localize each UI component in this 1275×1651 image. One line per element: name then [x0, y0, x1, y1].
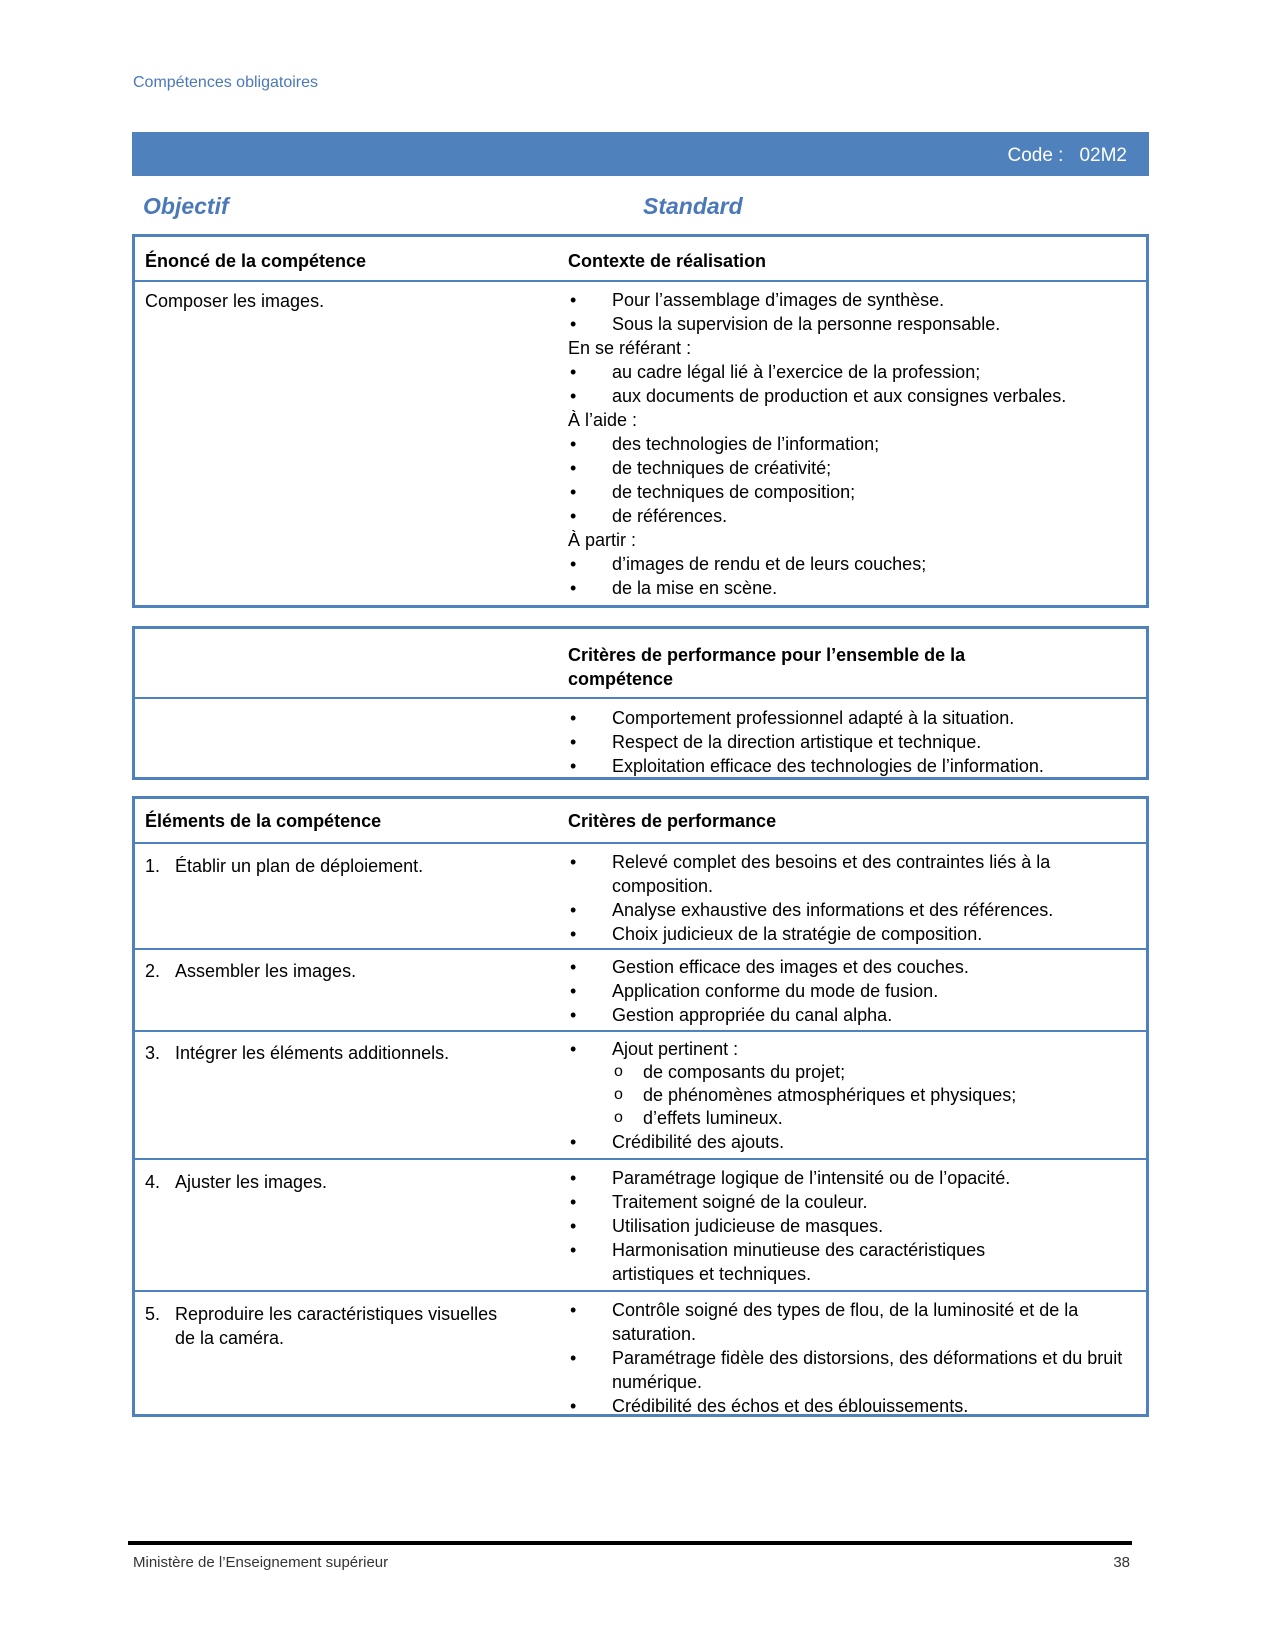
- table-row: [135, 1032, 1146, 1160]
- criteres-ensemble-header: Critères de performance pour l’ensemble de la compétence: [568, 645, 966, 689]
- element-text: [145, 1302, 505, 1350]
- list-item: • Comportement professionnel adapté à la situation.: [568, 706, 1138, 730]
- sub-list-item: o de phénomènes atmosphériques et physiques;: [568, 1084, 1138, 1107]
- sub-list-item: o de composants du projet;: [568, 1061, 1138, 1084]
- elements-header: Éléments de la compétence: [145, 811, 382, 831]
- criteres-list: [568, 1130, 1138, 1154]
- list-item: • de la mise en scène.: [568, 576, 1138, 600]
- list-item: • Respect de la direction artistique et technique.: [568, 730, 1138, 754]
- criteres-ensemble-header-row: [135, 629, 1146, 699]
- list-item: • Crédibilité des échos et des éblouissements.: [568, 1394, 1128, 1418]
- element-label: Reproduire les caractéristiques visuelles de la caméra.: [175, 1304, 498, 1348]
- list-item: • Harmonisation minutieuse des caractéristiques artistiques et techniques.: [568, 1238, 1038, 1286]
- table-row: [135, 950, 1146, 1032]
- page-number: 38: [1113, 1554, 1130, 1571]
- criteres-cell: [568, 1166, 1038, 1286]
- competence-table: [132, 234, 1149, 608]
- enonce-header: Énoncé de la compétence: [145, 251, 367, 271]
- section-title: Compétences obligatoires: [133, 74, 318, 91]
- enonce-text: Composer les images.: [145, 291, 325, 311]
- list-item: • Choix judicieux de la stratégie de composition.: [568, 922, 1138, 946]
- sub-list: [568, 1061, 1138, 1130]
- footer-divider: [128, 1541, 1132, 1545]
- partir-label: À partir :: [568, 530, 637, 550]
- list-item: • Gestion efficace des images et des couches.: [568, 955, 1138, 979]
- criteres-ensemble-body: [135, 699, 1146, 779]
- element-number: 4.: [145, 1172, 161, 1192]
- list-item: • Pour l’assemblage d’images de synthèse.: [568, 288, 1138, 312]
- list-item: • Sous la supervision de la personne responsable.: [568, 312, 1138, 336]
- criteres-cell: [568, 1298, 1128, 1418]
- list-item: • Paramétrage logique de l’intensité ou de l’opacité.: [568, 1166, 1038, 1190]
- list-item: • Gestion appropriée du canal alpha.: [568, 1003, 1138, 1027]
- criteres-list: [568, 955, 1138, 1027]
- criteres-cell: [568, 955, 1138, 1027]
- standard-heading: Standard: [643, 193, 743, 219]
- element-text: [145, 854, 575, 878]
- referant-label: En se référant :: [568, 338, 692, 358]
- list-item: • Relevé complet des besoins et des contraintes liés à la composition.: [568, 850, 1138, 898]
- element-label: Établir un plan de déploiement.: [175, 856, 424, 876]
- code-value: 02M2: [1079, 145, 1127, 166]
- aide-list: [568, 432, 1138, 528]
- list-item: • au cadre légal lié à l’exercice de la profession;: [568, 360, 1138, 384]
- list-item: • Utilisation judicieuse de masques.: [568, 1214, 1038, 1238]
- sub-list-item: o d’effets lumineux.: [568, 1107, 1138, 1130]
- list-item: • de références.: [568, 504, 1138, 528]
- list-item: • de techniques de créativité;: [568, 456, 1138, 480]
- footer-ministry: Ministère de l’Enseignement supérieur: [133, 1554, 389, 1571]
- competence-table-header: [135, 237, 1146, 282]
- aide-label: À l’aide :: [568, 410, 638, 430]
- criteres-list: [568, 850, 1138, 946]
- objectif-heading: Objectif: [143, 193, 229, 219]
- list-item: • Exploitation efficace des technologies de l’information.: [568, 754, 1138, 778]
- criteres-ensemble-table: [132, 626, 1149, 780]
- list-item: • Traitement soigné de la couleur.: [568, 1190, 1038, 1214]
- partir-list: [568, 552, 1138, 600]
- code-bar: [132, 132, 1149, 176]
- contexte-header: Contexte de réalisation: [568, 251, 767, 271]
- criteres-list: [568, 1166, 1038, 1286]
- element-label: Intégrer les éléments additionnels.: [175, 1043, 450, 1063]
- list-item: • aux documents de production et aux consignes verbales.: [568, 384, 1138, 408]
- list-item: • Analyse exhaustive des informations et des références.: [568, 898, 1138, 922]
- table-row: [135, 1160, 1146, 1292]
- criteres-ensemble-list: [568, 706, 1138, 778]
- table-row: [135, 1292, 1146, 1418]
- referant-list: [568, 360, 1138, 408]
- element-label: Ajuster les images.: [175, 1172, 328, 1192]
- list-item: • Crédibilité des ajouts.: [568, 1130, 1138, 1154]
- element-number: 2.: [145, 961, 161, 981]
- list-item: • de techniques de composition;: [568, 480, 1138, 504]
- criteres-ensemble-cell: [568, 706, 1138, 778]
- criteres-header: Critères de performance: [568, 811, 777, 831]
- criteres-cell: [568, 850, 1138, 946]
- list-item: • Paramétrage fidèle des distorsions, des déformations et du bruit numérique.: [568, 1346, 1128, 1394]
- list-item: • Ajout pertinent :: [568, 1037, 1138, 1061]
- element-label: Assembler les images.: [175, 961, 357, 981]
- competence-table-body: [135, 282, 1146, 602]
- list-item: • Application conforme du mode de fusion.: [568, 979, 1138, 1003]
- elements-table: [132, 796, 1149, 1417]
- context-top-list: [568, 288, 1138, 336]
- element-text: [145, 1170, 575, 1194]
- criteres-list: [568, 1298, 1128, 1418]
- criteres-list: [568, 1037, 1138, 1061]
- element-number: 3.: [145, 1043, 161, 1063]
- contexte-realisation: [568, 288, 1138, 600]
- element-number: 5.: [145, 1304, 161, 1324]
- element-text: [145, 959, 575, 983]
- list-item: • d’images de rendu et de leurs couches;: [568, 552, 1138, 576]
- column-headings: [143, 193, 763, 220]
- list-item: • des technologies de l’information;: [568, 432, 1138, 456]
- list-item: • Contrôle soigné des types de flou, de la luminosité et de la saturation.: [568, 1298, 1128, 1346]
- element-number: 1.: [145, 856, 161, 876]
- competency-code: [1007, 145, 1127, 167]
- criteres-cell: [568, 1037, 1138, 1154]
- code-label: Code :: [1007, 145, 1064, 166]
- table-row: [135, 844, 1146, 950]
- elements-table-header: [135, 799, 1146, 844]
- element-text: [145, 1041, 575, 1065]
